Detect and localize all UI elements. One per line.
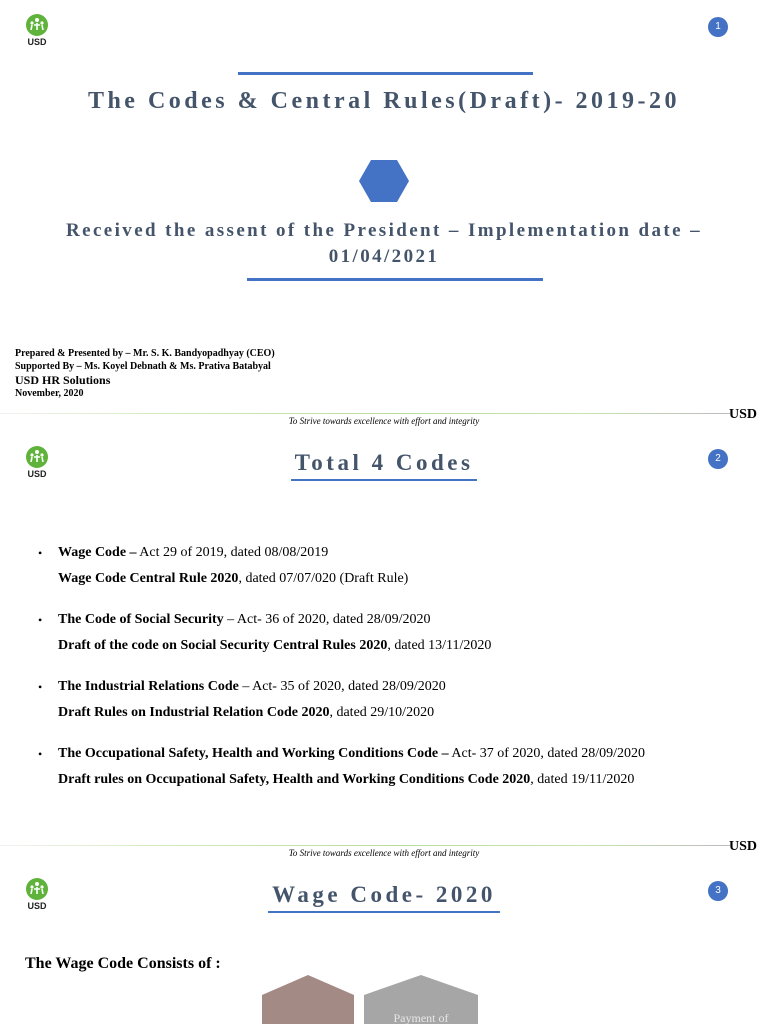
item-heading: The Occupational Safety, Health and Working Conditions Code –	[58, 746, 449, 761]
bullet-icon: •	[38, 546, 43, 560]
logo-text: USD	[27, 37, 47, 47]
slide-3	[0, 864, 768, 1024]
credits-block	[15, 347, 275, 400]
presentation-subtitle: Received the assent of the President – Implementation date – 01/04/2021	[66, 220, 702, 267]
footer-tagline: To Strive towards excellence with effort and integrity	[288, 848, 480, 858]
bullet-icon: •	[38, 747, 43, 761]
logo-text: USD	[27, 469, 47, 479]
footer-brand: USD	[729, 407, 758, 422]
item-rule-date: , dated 13/11/2020	[387, 638, 492, 653]
prepared-by: Prepared & Presented by – Mr. S. K. Bandyopadhyay (CEO)	[15, 348, 275, 359]
company-name: USD HR Solutions	[15, 373, 111, 387]
item-heading: The Code of Social Security	[58, 612, 224, 627]
footer-brand: USD	[729, 839, 758, 854]
bullet-icon: •	[38, 680, 43, 694]
item-detail: – Act- 36 of 2020, dated 28/09/2020	[223, 612, 431, 627]
list-item	[38, 674, 758, 726]
wage-code-intro: The Wage Code Consists of :	[25, 955, 221, 972]
page-number-badge: 2	[708, 449, 728, 469]
subtitle-bottom-rule	[247, 278, 543, 281]
list-item	[38, 741, 758, 793]
item-rule: Draft rules on Occupational Safety, Health and Working Conditions Code 2020	[58, 772, 531, 787]
item-heading: Wage Code –	[58, 545, 137, 560]
item-rule-date: , dated 19/11/2020	[530, 772, 635, 787]
item-rule-date: , dated 07/07/020 (Draft Rule)	[238, 571, 409, 586]
item-rule: Wage Code Central Rule 2020	[58, 571, 239, 586]
item-detail: – Act- 35 of 2020, dated 28/09/2020	[238, 679, 446, 694]
list-item	[38, 540, 758, 592]
slide-title	[0, 450, 768, 481]
item-heading: The Industrial Relations Code	[58, 679, 239, 694]
page-number-badge: 1	[708, 17, 728, 37]
item-detail: Act 29 of 2019, dated 08/08/2019	[136, 545, 329, 560]
hexagon-label: Payment of	[393, 1011, 449, 1024]
list-item	[38, 607, 758, 659]
slide-1	[0, 0, 768, 432]
title-top-rule	[238, 72, 533, 75]
footer-divider	[0, 845, 730, 846]
hexagon-shape-1	[262, 975, 354, 1024]
footer-divider	[0, 413, 730, 414]
slide-title-text: Wage Code- 2020	[268, 882, 500, 913]
logo-text: USD	[27, 901, 47, 911]
bullet-icon: •	[38, 613, 43, 627]
footer-tagline: To Strive towards excellence with effort and integrity	[288, 416, 480, 426]
slide-2	[0, 432, 768, 864]
item-rule-date: , dated 29/10/2020	[329, 705, 435, 720]
usd-logo	[24, 14, 50, 47]
supported-by: Supported By – Ms. Koyel Debnath & Ms. Prativa Batabyal	[15, 361, 271, 372]
presentation-title: The Codes & Central Rules(Draft)- 2019-20	[87, 88, 681, 114]
slide-title-text: Total 4 Codes	[291, 450, 478, 481]
codes-list	[38, 540, 758, 808]
item-rule: Draft Rules on Industrial Relation Code 2020	[58, 705, 330, 720]
hexagon-icon	[358, 158, 410, 204]
slide-title	[0, 882, 768, 913]
presentation-date: November, 2020	[15, 388, 84, 399]
item-rule: Draft of the code on Social Security Central Rules 2020	[58, 638, 388, 653]
page-number-badge: 3	[708, 881, 728, 901]
people-logo-icon	[26, 14, 48, 36]
item-detail: Act- 37 of 2020, dated 28/09/2020	[448, 746, 646, 761]
